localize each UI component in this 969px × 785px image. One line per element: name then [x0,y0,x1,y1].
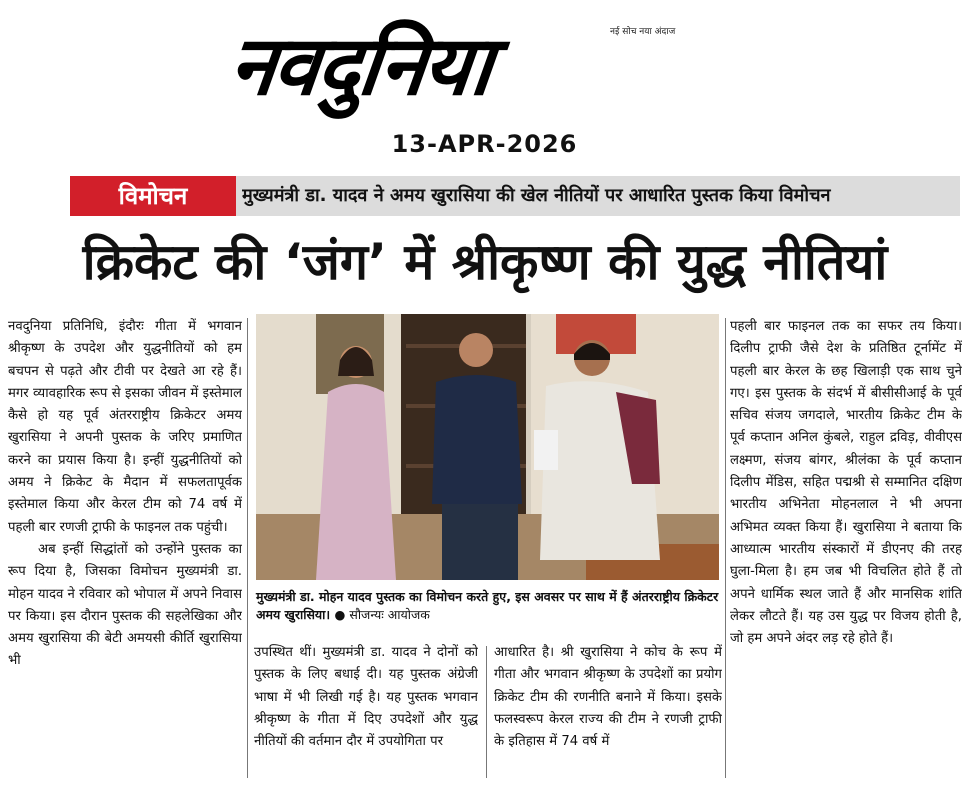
section-label: विमोचन [70,176,236,216]
article-paragraph: आधारित है। श्री खुरासिया ने कोच के रूप में गीता और भगवान श्रीकृष्ण के उपदेशों का प्रयोग क्रिकेट टीम की रणनीति बनाने में किया। इसके फलस्वरूप केरल राज्य की टीम ने रणजी ट्राफी के इतिहास में 74 वर्ष में [494,645,722,750]
subheadline: मुख्यमंत्री डा. यादव ने अमय खुरासिया की खेल नीतियों पर आधारित पुस्तक किया विमोचन [242,185,831,206]
photo-caption [256,588,719,624]
column-rule [247,318,248,778]
column-rule [725,318,726,778]
article-paragraph: उपस्थित थीं। मुख्यमंत्री डा. यादव ने दोनों को पुस्तक के लिए बधाई दी। यह पुस्तक अंग्रेजी भाषा में भी लिखी गई है। यह पुस्तक भगवान श्रीकृष्ण के गीता में दिए उपदेशों और युद्ध नीतियों की वर्तमान दौर में उपयोगिता पर [254,645,478,750]
column-rule [486,646,487,778]
article-paragraph: पहली बार फाइनल तक का सफर तय किया। दिलीप ट्राफी जैसे देश के प्रतिष्ठित टूर्नामेंट में पहली बार केरल के छह खिलाड़ी एक साथ चुने गए। इस पुस्तक के संदर्भ में बीसीसीआई के पूर्व सचिव संजय जगदाले, भारतीय क्रिकेट टीम के पूर्व कप्तान अनिल कुंबले, राहुल द्रविड़, वीवीएस लक्ष्मण, संजय बांगर, श्रीलंका के पूर्व कप्तान दिलीप मेंडिस, सहित पद्मश्री से सम्मानित दक्षिण भारतीय अभिनेता मोहनलाल ने भी अपना अभिमत व्यक्त किया हैं। खुरासिया ने बताया कि आध्यात्म भारतीय संस्कारों में डीएनए की तरह घुला-मिला है। हम जब भी विचलित होते हैं तो अपने धार्मिक स्थल जाते हैं और मानसिक शांति लेकर लौटते हैं। यह उस युद्ध पर विजय होती है, जो हम अपने अंदर लड़ रहे होते हैं। [730,319,962,647]
article-column-3 [494,642,722,780]
headline: क्रिकेट की ‘जंग’ में श्रीकृष्ण की युद्ध नीतियां [82,233,888,291]
article-column-1 [8,316,242,780]
article-paragraph: नवदुनिया प्रतिनिधि, इंदौरः गीता में भगवान श्रीकृष्ण के उपदेश और युद्धनीतियों को हम बचपन से पढ़ते और टीवी पर देखते आ रहे हैं। मगर व्यावहारिक रूप से इसका जीवन में इस्तेमाल कैसे हो यह पूर्व अंतरराष्ट्रीय क्रिकेटर अमय खुरासिया ने अपनी पुस्तक के जरिए प्रमाणित करने का प्रयास किया है। इन्हीं युद्धनीतियों को अमय ने क्रिकेट के मैदान में सफलतापूर्वक इस्तेमाल किया और केरल टीम को 74 वर्ष में पहली बार रणजी ट्राफी के फाइनल तक पहुंची। [8,319,242,535]
photo-credit: ● सौजन्यः आयोजक [334,607,430,622]
article-column-2 [254,642,478,780]
article-column-4 [730,316,962,780]
masthead-tagline: नई सोच नया अंदाज [610,27,676,37]
article-photo [256,314,719,580]
article-paragraph: अब इन्हीं सिद्धांतों को उन्होंने पुस्तक का रूप दिया है, जिसका विमोचन मुख्यमंत्री डा. मोहन यादव ने रविवार को भोपाल में अपने निवास पर किया। इस दौरान पुस्तक की सहलेखिका और अमय खुरासिया की बेटी अमयसी कीर्ति खुरासिया भी [8,541,242,669]
publication-date: 13-APR-2026 [391,130,578,158]
newspaper-logo: नवदुनिया [225,19,496,114]
photo-illustration [256,314,719,580]
caption-text: मुख्यमंत्री डा. मोहन यादव पुस्तक का विमोचन करते हुए, इस अवसर पर साथ में हैं अंतरराष्ट्रीय क्रिकेटर अमय खुरासिया। [256,589,719,622]
